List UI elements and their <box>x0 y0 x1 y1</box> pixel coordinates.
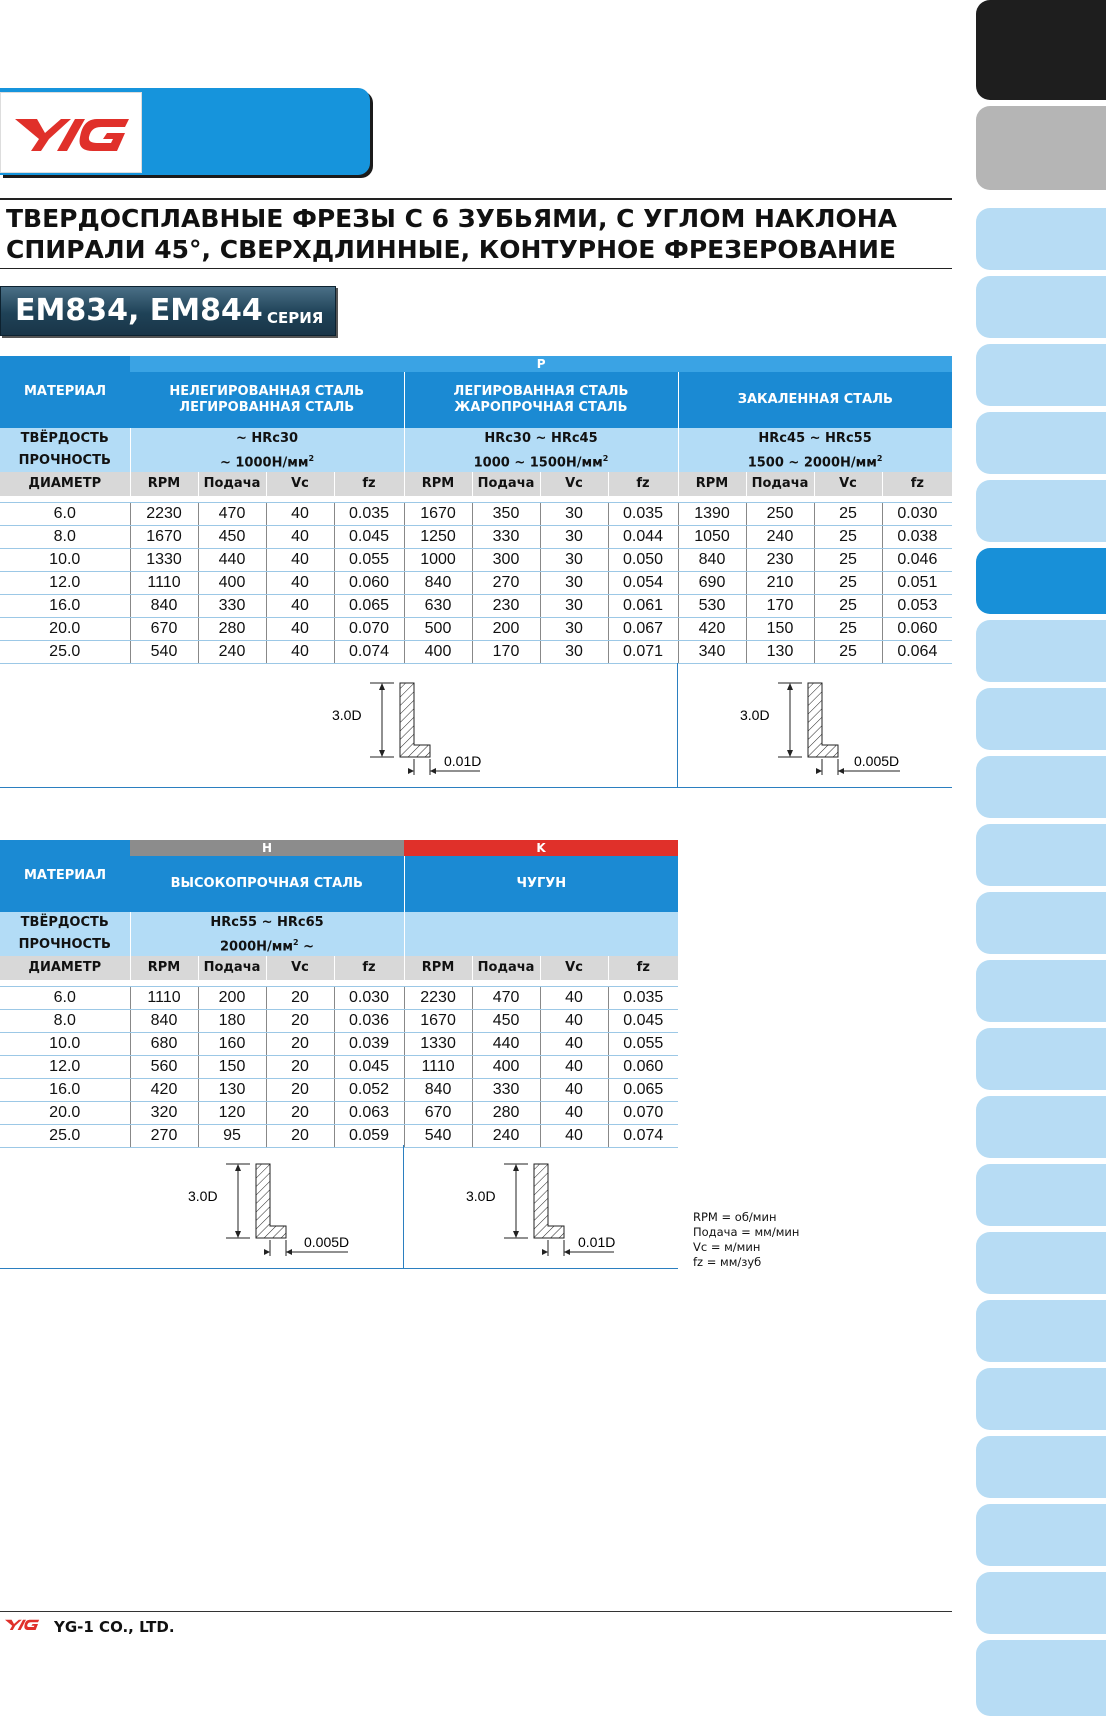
units-legend <box>693 1210 799 1270</box>
value-cell: 0.045 <box>608 1010 678 1033</box>
value-cell: 0.035 <box>608 987 678 1010</box>
col-feed: Подача <box>198 956 266 980</box>
table-row <box>0 1079 678 1102</box>
table-row <box>0 572 952 595</box>
table-row <box>0 618 952 641</box>
value-cell: 0.061 <box>608 595 678 618</box>
col-fz: fz <box>334 472 404 496</box>
value-cell: 0.060 <box>882 618 952 641</box>
value-cell: 400 <box>404 641 472 664</box>
table-p-body <box>0 503 952 664</box>
side-tab-20[interactable] <box>976 1368 1106 1430</box>
side-tab-13[interactable] <box>976 892 1106 954</box>
value-cell: 1670 <box>404 503 472 526</box>
value-cell: 1110 <box>130 987 198 1010</box>
material-label: МАТЕРИАЛ <box>0 840 130 912</box>
value-cell: 330 <box>472 526 540 549</box>
col-fz: fz <box>882 472 952 496</box>
hardness-label: ТВЁРДОСТЬ <box>0 912 130 934</box>
value-cell: 270 <box>130 1125 198 1148</box>
value-cell: 240 <box>472 1125 540 1148</box>
page-title: ТВЕРДОСПЛАВНЫЕ ФРЕЗЫ С 6 ЗУБЬЯМИ, С УГЛОМ НАКЛОНА СПИРАЛИ 45°, СВЕРХДЛИННЫЕ, КОНТУРНОЕ ФРЕЗЕРОВАНИЕ <box>6 204 898 264</box>
value-cell: 30 <box>540 549 608 572</box>
value-cell: 170 <box>472 641 540 664</box>
table-row <box>0 641 952 664</box>
profile-diagram-k <box>454 1156 634 1266</box>
value-cell: 330 <box>472 1079 540 1102</box>
series-badge <box>0 286 336 336</box>
material-k: ЧУГУН <box>404 856 678 912</box>
value-cell: 0.036 <box>334 1010 404 1033</box>
diameter-cell: 25.0 <box>0 641 130 664</box>
value-cell: 450 <box>198 526 266 549</box>
value-cell: 440 <box>198 549 266 572</box>
table-row <box>0 1033 678 1056</box>
side-tab-9[interactable] <box>976 620 1106 682</box>
col-vc: Vc <box>814 472 882 496</box>
legend-rpm: RPM = об/мин <box>693 1210 777 1224</box>
value-cell: 540 <box>404 1125 472 1148</box>
value-cell: 470 <box>198 503 266 526</box>
hardness-h: HRc55 ~ HRc65 <box>130 912 404 934</box>
value-cell: 670 <box>130 618 198 641</box>
value-cell: 0.035 <box>608 503 678 526</box>
diameter-cell: 10.0 <box>0 1033 130 1056</box>
value-cell: 1110 <box>130 572 198 595</box>
material-2: ЛЕГИРОВАННАЯ СТАЛЬ ЖАРОПРОЧНАЯ СТАЛЬ <box>404 372 678 428</box>
strength-1: ~ $1000Н/мм^2$ <box>130 450 404 472</box>
value-cell: 25 <box>814 503 882 526</box>
value-cell: 840 <box>404 572 472 595</box>
value-cell: 40 <box>540 1102 608 1125</box>
value-cell: 690 <box>678 572 746 595</box>
value-cell: 240 <box>198 641 266 664</box>
value-cell: 0.074 <box>608 1125 678 1148</box>
diagram-radial: 0.005D <box>854 753 900 769</box>
value-cell: 230 <box>472 595 540 618</box>
value-cell: 40 <box>266 549 334 572</box>
value-cell: 230 <box>746 549 814 572</box>
value-cell: 400 <box>472 1056 540 1079</box>
table-row <box>0 526 952 549</box>
value-cell: 40 <box>540 1033 608 1056</box>
strength-h: $2000Н/мм^2$ ~ <box>130 934 404 956</box>
value-cell: 120 <box>198 1102 266 1125</box>
side-tab-10[interactable] <box>976 688 1106 750</box>
col-rpm: RPM <box>130 956 198 980</box>
value-cell: 20 <box>266 1056 334 1079</box>
value-cell: 40 <box>540 1079 608 1102</box>
side-tab-active[interactable] <box>976 548 1106 614</box>
side-tab-7[interactable] <box>976 480 1106 542</box>
value-cell: 1250 <box>404 526 472 549</box>
value-cell: 40 <box>540 1010 608 1033</box>
material-h: ВЫСОКОПРОЧНАЯ СТАЛЬ <box>130 856 404 912</box>
diameter-cell: 10.0 <box>0 549 130 572</box>
value-cell: 0.054 <box>608 572 678 595</box>
value-cell: 1390 <box>678 503 746 526</box>
value-cell: 30 <box>540 503 608 526</box>
value-cell: 40 <box>266 503 334 526</box>
material-1: НЕЛЕГИРОВАННАЯ СТАЛЬ ЛЕГИРОВАННАЯ СТАЛЬ <box>130 372 404 428</box>
table-row <box>0 595 952 618</box>
diameter-cell: 12.0 <box>0 1056 130 1079</box>
hardness-1: ~ HRc30 <box>130 428 404 450</box>
value-cell: 1110 <box>404 1056 472 1079</box>
col-vc: Vc <box>540 956 608 980</box>
diagram-depth: 3.0D <box>332 707 362 723</box>
value-cell: 25 <box>814 549 882 572</box>
value-cell: 200 <box>198 987 266 1010</box>
col-rpm: RPM <box>404 956 472 980</box>
diameter-cell: 16.0 <box>0 1079 130 1102</box>
side-tab-24[interactable] <box>976 1640 1106 1716</box>
diagram-divider <box>403 1145 404 1268</box>
value-cell: 20 <box>266 1033 334 1056</box>
value-cell: 250 <box>746 503 814 526</box>
value-cell: 540 <box>130 641 198 664</box>
profile-diagram-p-2 <box>728 675 928 785</box>
diameter-cell: 8.0 <box>0 526 130 549</box>
yg-logo-icon <box>1 93 141 172</box>
diameter-cell: 20.0 <box>0 618 130 641</box>
diameter-cell: 8.0 <box>0 1010 130 1033</box>
value-cell: 450 <box>472 1010 540 1033</box>
value-cell: 20 <box>266 1079 334 1102</box>
value-cell: 30 <box>540 572 608 595</box>
side-tab-15[interactable] <box>976 1028 1106 1090</box>
value-cell: 1670 <box>404 1010 472 1033</box>
diagram-depth: 3.0D <box>740 707 770 723</box>
value-cell: 560 <box>130 1056 198 1079</box>
col-vc: Vc <box>540 472 608 496</box>
table-row <box>0 1010 678 1033</box>
value-cell: 0.051 <box>882 572 952 595</box>
value-cell: 40 <box>266 595 334 618</box>
value-cell: 0.045 <box>334 526 404 549</box>
side-tab-16[interactable] <box>976 1096 1106 1158</box>
side-tab-22[interactable] <box>976 1504 1106 1566</box>
group-k: K <box>404 840 678 856</box>
value-cell: 20 <box>266 987 334 1010</box>
value-cell: 0.070 <box>608 1102 678 1125</box>
value-cell: 2230 <box>404 987 472 1010</box>
value-cell: 420 <box>130 1079 198 1102</box>
value-cell: 530 <box>678 595 746 618</box>
side-tab-4[interactable] <box>976 276 1106 338</box>
value-cell: 840 <box>678 549 746 572</box>
value-cell: 20 <box>266 1125 334 1148</box>
value-cell: 130 <box>746 641 814 664</box>
value-cell: 95 <box>198 1125 266 1148</box>
value-cell: 840 <box>404 1079 472 1102</box>
group-p: P <box>130 356 952 372</box>
side-tab-21[interactable] <box>976 1436 1106 1498</box>
value-cell: 470 <box>472 987 540 1010</box>
title-rule-bottom <box>0 268 952 269</box>
value-cell: 25 <box>814 595 882 618</box>
value-cell: 0.055 <box>608 1033 678 1056</box>
side-tab-11[interactable] <box>976 756 1106 818</box>
cutting-table-p <box>0 356 953 664</box>
value-cell: 30 <box>540 526 608 549</box>
col-vc: Vc <box>266 472 334 496</box>
value-cell: 0.039 <box>334 1033 404 1056</box>
material-3: ЗАКАЛЕННАЯ СТАЛЬ <box>678 372 952 428</box>
value-cell: 0.053 <box>882 595 952 618</box>
value-cell: 840 <box>130 595 198 618</box>
value-cell: 200 <box>472 618 540 641</box>
company-name: YG-1 CO., LTD. <box>54 1618 175 1636</box>
value-cell: 0.035 <box>334 503 404 526</box>
table-row <box>0 503 952 526</box>
series-word: СЕРИЯ <box>267 309 324 327</box>
side-tab-2[interactable] <box>976 106 1106 190</box>
value-cell: 300 <box>472 549 540 572</box>
legend-vc: Vc = м/мин <box>693 1240 761 1254</box>
value-cell: 0.038 <box>882 526 952 549</box>
value-cell: 40 <box>540 987 608 1010</box>
side-tab-1[interactable] <box>976 0 1106 100</box>
diameter-cell: 12.0 <box>0 572 130 595</box>
cutting-table-hk <box>0 840 679 1148</box>
hardness-2: HRc30 ~ HRc45 <box>404 428 678 450</box>
value-cell: 0.065 <box>608 1079 678 1102</box>
value-cell: 30 <box>540 595 608 618</box>
value-cell: 0.060 <box>334 572 404 595</box>
side-tab-5[interactable] <box>976 344 1106 406</box>
side-tab-14[interactable] <box>976 960 1106 1022</box>
value-cell: 340 <box>678 641 746 664</box>
value-cell: 0.059 <box>334 1125 404 1148</box>
value-cell: 630 <box>404 595 472 618</box>
value-cell: 440 <box>472 1033 540 1056</box>
brand-logo <box>0 92 142 173</box>
value-cell: 840 <box>130 1010 198 1033</box>
value-cell: 0.045 <box>334 1056 404 1079</box>
diagram-depth: 3.0D <box>188 1188 218 1204</box>
diagram-divider <box>677 663 678 787</box>
value-cell: 0.070 <box>334 618 404 641</box>
value-cell: 25 <box>814 618 882 641</box>
diagram-radial: 0.01D <box>578 1234 616 1250</box>
value-cell: 270 <box>472 572 540 595</box>
value-cell: 40 <box>266 641 334 664</box>
value-cell: 150 <box>746 618 814 641</box>
value-cell: 30 <box>540 618 608 641</box>
value-cell: 280 <box>198 618 266 641</box>
col-rpm: RPM <box>404 472 472 496</box>
col-feed: Подача <box>198 472 266 496</box>
value-cell: 0.074 <box>334 641 404 664</box>
diameter-header: ДИАМЕТР <box>0 956 130 980</box>
table-row <box>0 549 952 572</box>
value-cell: 0.030 <box>882 503 952 526</box>
side-tab-19[interactable] <box>976 1300 1106 1362</box>
value-cell: 2230 <box>130 503 198 526</box>
col-fz: fz <box>608 472 678 496</box>
value-cell: 0.044 <box>608 526 678 549</box>
value-cell: 240 <box>746 526 814 549</box>
value-cell: 1330 <box>404 1033 472 1056</box>
value-cell: 170 <box>746 595 814 618</box>
value-cell: 40 <box>266 572 334 595</box>
diameter-cell: 20.0 <box>0 1102 130 1125</box>
value-cell: 0.064 <box>882 641 952 664</box>
value-cell: 40 <box>266 618 334 641</box>
hardness-k <box>404 912 678 934</box>
value-cell: 680 <box>130 1033 198 1056</box>
value-cell: 25 <box>814 641 882 664</box>
strength-3: 1500 ~ $2000Н/мм^2$ <box>678 450 952 472</box>
value-cell: 420 <box>678 618 746 641</box>
table-row <box>0 1102 678 1125</box>
diameter-cell: 16.0 <box>0 595 130 618</box>
profile-diagram-h <box>176 1156 376 1266</box>
diameter-cell: 6.0 <box>0 503 130 526</box>
diameter-header: ДИАМЕТР <box>0 472 130 496</box>
value-cell: 320 <box>130 1102 198 1125</box>
series-code: EM834, EM844 <box>15 293 263 328</box>
value-cell: 400 <box>198 572 266 595</box>
col-vc: Vc <box>266 956 334 980</box>
value-cell: 20 <box>266 1102 334 1125</box>
side-tab-17[interactable] <box>976 1164 1106 1226</box>
diagram-radial: 0.01D <box>444 753 482 769</box>
col-feed: Подача <box>746 472 814 496</box>
brand-banner <box>0 88 370 175</box>
value-cell: 500 <box>404 618 472 641</box>
material-label: МАТЕРИАЛ <box>0 356 130 428</box>
value-cell: 180 <box>198 1010 266 1033</box>
value-cell: 1670 <box>130 526 198 549</box>
footer-logo-icon <box>4 1618 48 1636</box>
col-rpm: RPM <box>130 472 198 496</box>
diameter-cell: 25.0 <box>0 1125 130 1148</box>
value-cell: 0.052 <box>334 1079 404 1102</box>
col-feed: Подача <box>472 472 540 496</box>
diagram-depth: 3.0D <box>466 1188 496 1204</box>
side-tab-6[interactable] <box>976 412 1106 474</box>
value-cell: 130 <box>198 1079 266 1102</box>
value-cell: 40 <box>266 526 334 549</box>
side-tab-12[interactable] <box>976 824 1106 886</box>
side-tab-18[interactable] <box>976 1232 1106 1294</box>
value-cell: 1050 <box>678 526 746 549</box>
value-cell: 280 <box>472 1102 540 1125</box>
group-h: H <box>130 840 404 856</box>
value-cell: 670 <box>404 1102 472 1125</box>
value-cell: 25 <box>814 526 882 549</box>
value-cell: 0.055 <box>334 549 404 572</box>
legend-feed: Подача = мм/мин <box>693 1225 800 1239</box>
value-cell: 210 <box>746 572 814 595</box>
strength-k <box>404 934 678 956</box>
value-cell: 1000 <box>404 549 472 572</box>
value-cell: 160 <box>198 1033 266 1056</box>
value-cell: 0.071 <box>608 641 678 664</box>
table-row <box>0 987 678 1010</box>
value-cell: 0.065 <box>334 595 404 618</box>
value-cell: 0.030 <box>334 987 404 1010</box>
col-rpm: RPM <box>678 472 746 496</box>
value-cell: 20 <box>266 1010 334 1033</box>
strength-label: ПРОЧНОСТЬ <box>0 450 130 472</box>
col-fz: fz <box>608 956 678 980</box>
value-cell: 30 <box>540 641 608 664</box>
hardness-3: HRc45 ~ HRc55 <box>678 428 952 450</box>
diameter-cell: 6.0 <box>0 987 130 1010</box>
value-cell: 150 <box>198 1056 266 1079</box>
col-feed: Подача <box>472 956 540 980</box>
legend-fz: fz = мм/зуб <box>693 1255 762 1269</box>
table-hk-body <box>0 987 678 1148</box>
value-cell: 40 <box>540 1125 608 1148</box>
value-cell: 350 <box>472 503 540 526</box>
value-cell: 25 <box>814 572 882 595</box>
strength-label: ПРОЧНОСТЬ <box>0 934 130 956</box>
col-fz: fz <box>334 956 404 980</box>
hardness-label: ТВЁРДОСТЬ <box>0 428 130 450</box>
side-tab-23[interactable] <box>976 1572 1106 1634</box>
value-cell: 0.046 <box>882 549 952 572</box>
table-row <box>0 1056 678 1079</box>
value-cell: 0.067 <box>608 618 678 641</box>
value-cell: 40 <box>540 1056 608 1079</box>
diagram-radial: 0.005D <box>304 1234 350 1250</box>
strength-2: 1000 ~ $1500Н/мм^2$ <box>404 450 678 472</box>
value-cell: 0.050 <box>608 549 678 572</box>
profile-diagram-p-1 <box>320 675 500 785</box>
title-rule-top <box>0 198 952 200</box>
value-cell: 1330 <box>130 549 198 572</box>
footer-rule <box>0 1611 952 1612</box>
value-cell: 0.060 <box>608 1056 678 1079</box>
side-tab-3[interactable] <box>976 208 1106 270</box>
value-cell: 330 <box>198 595 266 618</box>
value-cell: 0.063 <box>334 1102 404 1125</box>
